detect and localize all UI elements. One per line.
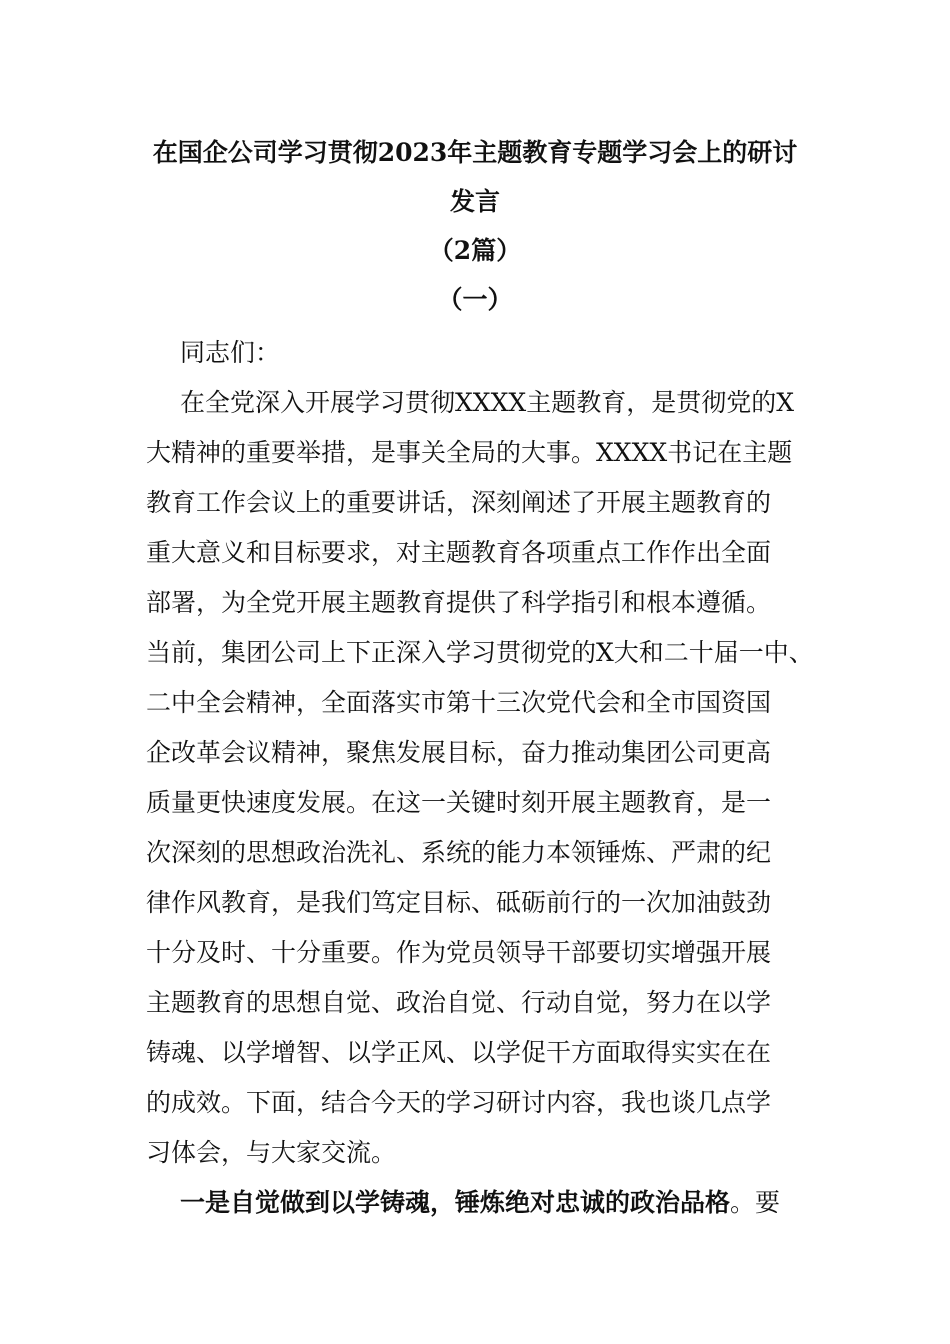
paragraph-line: 铸魂、以学增智、以学正风、以学促干方面取得实实在在 [146, 1038, 772, 1067]
paragraph-two-heading: 一是自觉做到以学铸魂，锤炼绝对忠诚的政治品格 [180, 1188, 731, 1217]
paragraph-line: 在全党深入开展学习贯彻XXXX主题教育，是贯彻党的X [180, 388, 794, 417]
paragraph-line: 部署，为全党开展主题教育提供了科学指引和根本遵循。 [146, 588, 772, 617]
paragraph-line: 十分及时、十分重要。作为党员领导干部要切实增强开展 [146, 938, 772, 967]
document-title-line1: 在国企公司学习贯彻2023年主题教育专题学习会上的研讨 [152, 138, 798, 167]
paragraph-line: 当前，集团公司上下正深入学习贯彻党的X大和二十届一中、 [146, 638, 814, 667]
paragraph-line: 习体会，与大家交流。 [146, 1138, 397, 1167]
paragraph-line: 主题教育的思想自觉、政治自觉、行动自觉，努力在以学 [146, 988, 772, 1017]
paragraph-line: 教育工作会议上的重要讲话，深刻阐述了开展主题教育的 [146, 488, 772, 517]
document-count: （2篇） [428, 236, 522, 265]
paragraph-two-line [146, 1178, 826, 1228]
paragraph-line: 二中全会精神，全面落实市第十三次党代会和全市国资国 [146, 688, 772, 717]
section-heading: （一） [437, 285, 513, 314]
paragraph-line: 重大意义和目标要求，对主题教育各项重点工作作出全面 [146, 538, 772, 567]
paragraph-line: 质量更快速度发展。在这一关键时刻开展主题教育，是一 [146, 788, 772, 817]
document-title-line2: 发言 [449, 187, 500, 216]
paragraph-line: 的成效。下面，结合今天的学习研讨内容，我也谈几点学 [146, 1088, 772, 1117]
salutation: 同志们： [180, 338, 281, 367]
paragraph-two-text: 。要 [730, 1188, 781, 1217]
paragraph-line: 律作风教育，是我们笃定目标、砥砺前行的一次加油鼓劲 [146, 888, 772, 917]
document-body [146, 328, 826, 1228]
paragraph-line: 大精神的重要举措，是事关全局的大事。XXXX书记在主题 [146, 438, 793, 467]
paragraph-line: 次深刻的思想政治洗礼、系统的能力本领锤炼、严肃的纪 [146, 838, 772, 867]
paragraph-line: 企改革会议精神，聚焦发展目标，奋力推动集团公司更高 [146, 738, 772, 767]
